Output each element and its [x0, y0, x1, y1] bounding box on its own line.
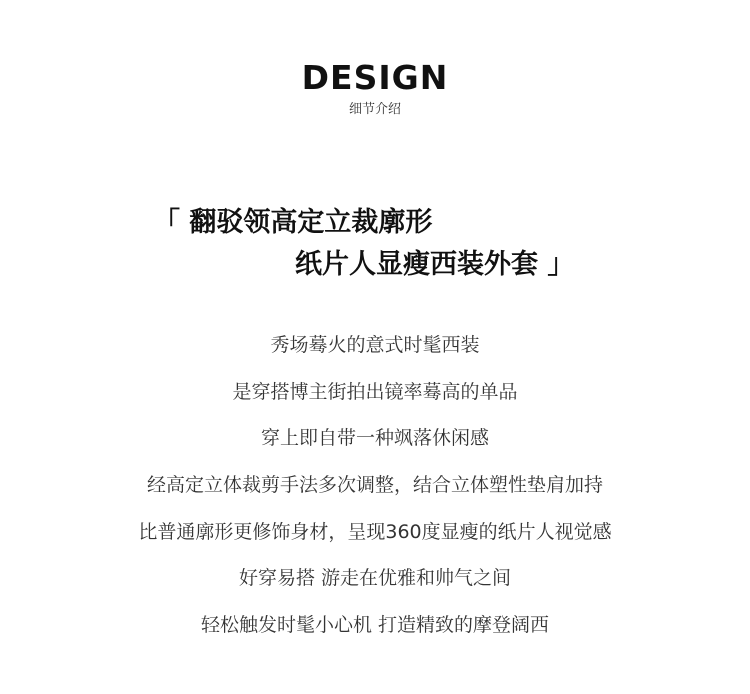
description-line: 是穿搭博主街拍出镜率蓦高的单品: [232, 380, 518, 403]
description-block: [0, 330, 750, 657]
headline-text-2: 纸片人显瘦西装外套 」: [295, 249, 575, 280]
description-line: 穿上即自带一种飒落休闲感: [260, 427, 489, 450]
headline-text-1: 「 翻驳领高定立裁廓形: [153, 207, 433, 238]
description-line: 好穿易搭 游走在优雅和帅气之间: [238, 567, 512, 590]
section-subtitle: 细节介绍: [348, 102, 401, 117]
description-line: 经高定立体裁剪手法多次调整，结合立体塑性垫肩加持: [146, 474, 603, 497]
description-line: 秀场蓦火的意式时髦西装: [270, 334, 480, 356]
description-line: 比普通廓形更修饰身材，呈现360度显瘦的纸片人视觉感: [138, 520, 612, 543]
section-title: DESIGN: [301, 58, 449, 97]
description-line: 轻松触发时髦小心机 打造精致的摩登阔西: [200, 614, 550, 637]
